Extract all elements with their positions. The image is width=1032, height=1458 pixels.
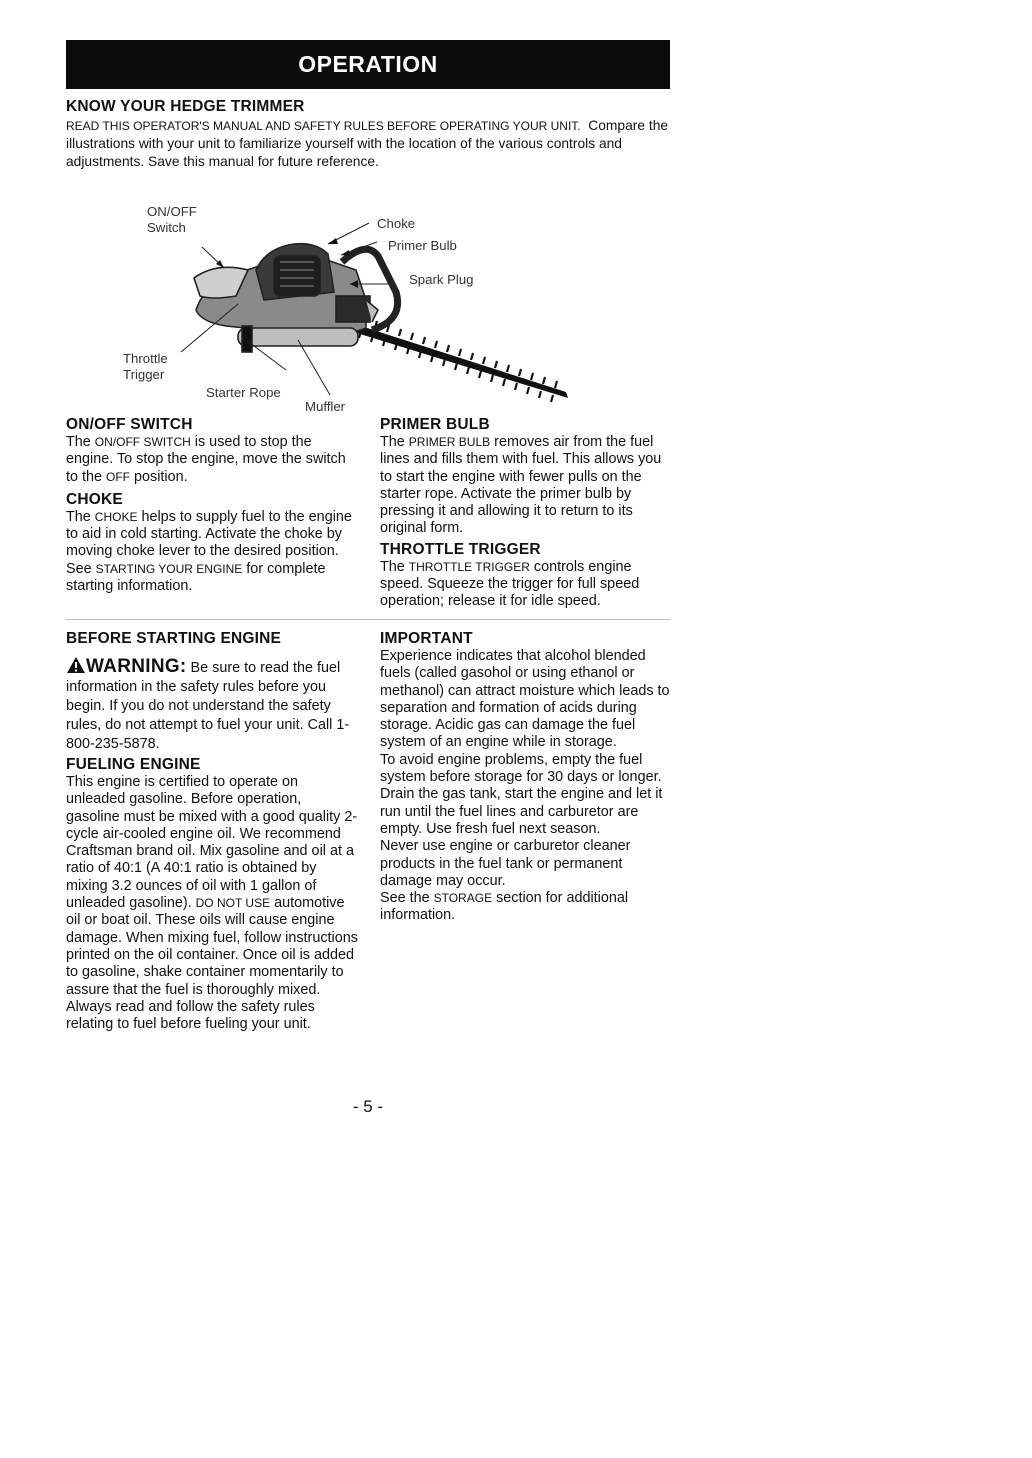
warning-triangle-icon	[66, 656, 86, 674]
on-off-text	[66, 434, 358, 486]
label-muffler: Muffler	[305, 399, 346, 414]
fueling-heading: FUELING ENGINE	[66, 756, 201, 773]
primer-heading: PRIMER BULB	[380, 416, 490, 433]
before-starting-heading: BEFORE STARTING ENGINE	[66, 630, 282, 647]
on-off-keyword: ON/OFF SWITCH	[94, 435, 191, 449]
primer-text	[380, 434, 672, 538]
storage-keyword: STORAGE	[433, 891, 493, 906]
choke-text-2: helps to supply fuel to the engine to aid in cold starting. Activate the choke by moving choke lever to the desired position. See	[66, 508, 352, 577]
important-column	[380, 630, 672, 925]
label-switch: Switch	[147, 220, 186, 235]
choke-text-1: The	[66, 508, 95, 525]
intro-section	[66, 98, 670, 170]
choke-heading: CHOKE	[66, 490, 123, 508]
fuel-left-column	[66, 630, 358, 1033]
warning-word: WARNING:	[86, 656, 187, 677]
controls-left-column	[66, 416, 358, 595]
choke-text	[66, 509, 358, 595]
on-off-text-3: position.	[130, 468, 188, 485]
page-number: - 5 -	[352, 1097, 384, 1116]
throttle-text	[380, 559, 672, 611]
important-text-2: To avoid engine problems, empty the fuel system before storage for 30 days or longer. Drain the gas tank, start the engine and let it run until the fuel lines and carburetor are empty. Use fresh fuel next season.	[380, 751, 663, 837]
cutting-blade	[334, 313, 568, 402]
label-on-off: ON/OFF	[147, 204, 197, 219]
intro-paragraph	[66, 117, 670, 170]
label-starter-rope: Starter Rope	[206, 385, 281, 400]
intro-heading: KNOW YOUR HEDGE TRIMMER	[66, 98, 305, 115]
intro-lead: READ THIS OPERATOR'S MANUAL AND SAFETY RULES BEFORE OPERATING YOUR UNIT.	[66, 119, 581, 133]
storage-text-1: See the	[380, 890, 434, 907]
fueling-text-1: This engine is certified to operate on unleaded gasoline. Before operation, gasoline must be mixed with a good quality 2-cycle air-cooled engine oil. We recommend Craftsman brand oil. Mix gasoline and oil at a ratio of 40:1 (A 40:1 ratio is obtained by mixing 3.2 ounces of oil with 1 gallon of unleaded gasoline).	[66, 774, 358, 912]
label-primer-bulb: Primer Bulb	[388, 238, 457, 253]
throttle-heading: THROTTLE TRIGGER	[380, 540, 541, 558]
important-heading: IMPORTANT	[380, 630, 473, 647]
choke-text-3: for complete starting information.	[66, 560, 326, 595]
off-keyword: OFF	[106, 469, 131, 484]
on-off-text-1: The	[66, 434, 95, 450]
section-divider	[66, 619, 670, 620]
on-off-heading: ON/OFF SWITCH	[66, 416, 193, 433]
label-trigger: Trigger	[123, 367, 165, 382]
throttle-text-1: The	[380, 558, 409, 575]
important-text-3: Never use engine or carburetor cleaner products in the fuel tank or permanent damage may occur.	[380, 838, 631, 889]
operation-banner	[66, 40, 670, 89]
on-off-text-2: is used to stop the engine. To stop the engine, move the switch to the	[66, 434, 346, 485]
fueling-text-2: automotive oil or boat oil. These oils will cause engine damage. When mixing fuel, follow instructions printed on the oil container. Once oil is added to gasoline, shake container momentarily to assure that the fuel is thoroughly mixed. Always read and follow the safety rules relating to fuel before fueling your unit.	[66, 895, 358, 1033]
controls-right-column	[380, 416, 672, 611]
important-text-1: Experience indicates that alcohol blended fuels (called gasohol or using ethanol or methanol) can attract moisture which leads to separation and formation of acids during storage. Acidic gas can damage the fuel system of an engine while in storage.	[380, 648, 670, 751]
do-not-use-keyword: DO NOT USE	[195, 896, 271, 911]
fueling-text	[66, 774, 358, 1033]
primer-text-1: The	[380, 434, 409, 450]
manual-page	[66, 40, 670, 1116]
warning-paragraph	[66, 656, 358, 754]
choke-keyword: CHOKE	[94, 509, 138, 524]
throttle-keyword: THROTTLE TRIGGER	[408, 559, 530, 574]
label-throttle: Throttle	[123, 351, 168, 366]
intro-body: Compare the illustrations with your unit to familiarize yourself with the location of the various controls and adjustments. Save this manual for future reference.	[66, 118, 669, 169]
banner-title: OPERATION	[298, 51, 438, 77]
warning-text: Be sure to read the fuel information in the safety rules before you begin. If you do not understand the safety rules, do not attempt to fuel your unit. Call 1-800-235-5878.	[66, 660, 350, 752]
important-text-4	[380, 890, 672, 925]
throttle-text-2: controls engine speed. Squeeze the trigger for full speed operation; release it for idle speed.	[380, 558, 640, 610]
starting-engine-keyword: STARTING YOUR ENGINE	[95, 561, 243, 576]
storage-text-2: section for additional information.	[380, 890, 629, 924]
primer-keyword: PRIMER BULB	[408, 435, 491, 449]
label-choke: Choke	[377, 216, 416, 231]
hedge-trimmer-illustration	[66, 200, 670, 414]
label-spark-plug: Spark Plug	[409, 272, 474, 287]
primer-text-2: removes air from the fuel lines and fills them with fuel. This allows you to start the engine with fewer pulls on the starter rope. Activate the primer bulb by pressing it and allowing it to return to its original form.	[380, 434, 662, 537]
